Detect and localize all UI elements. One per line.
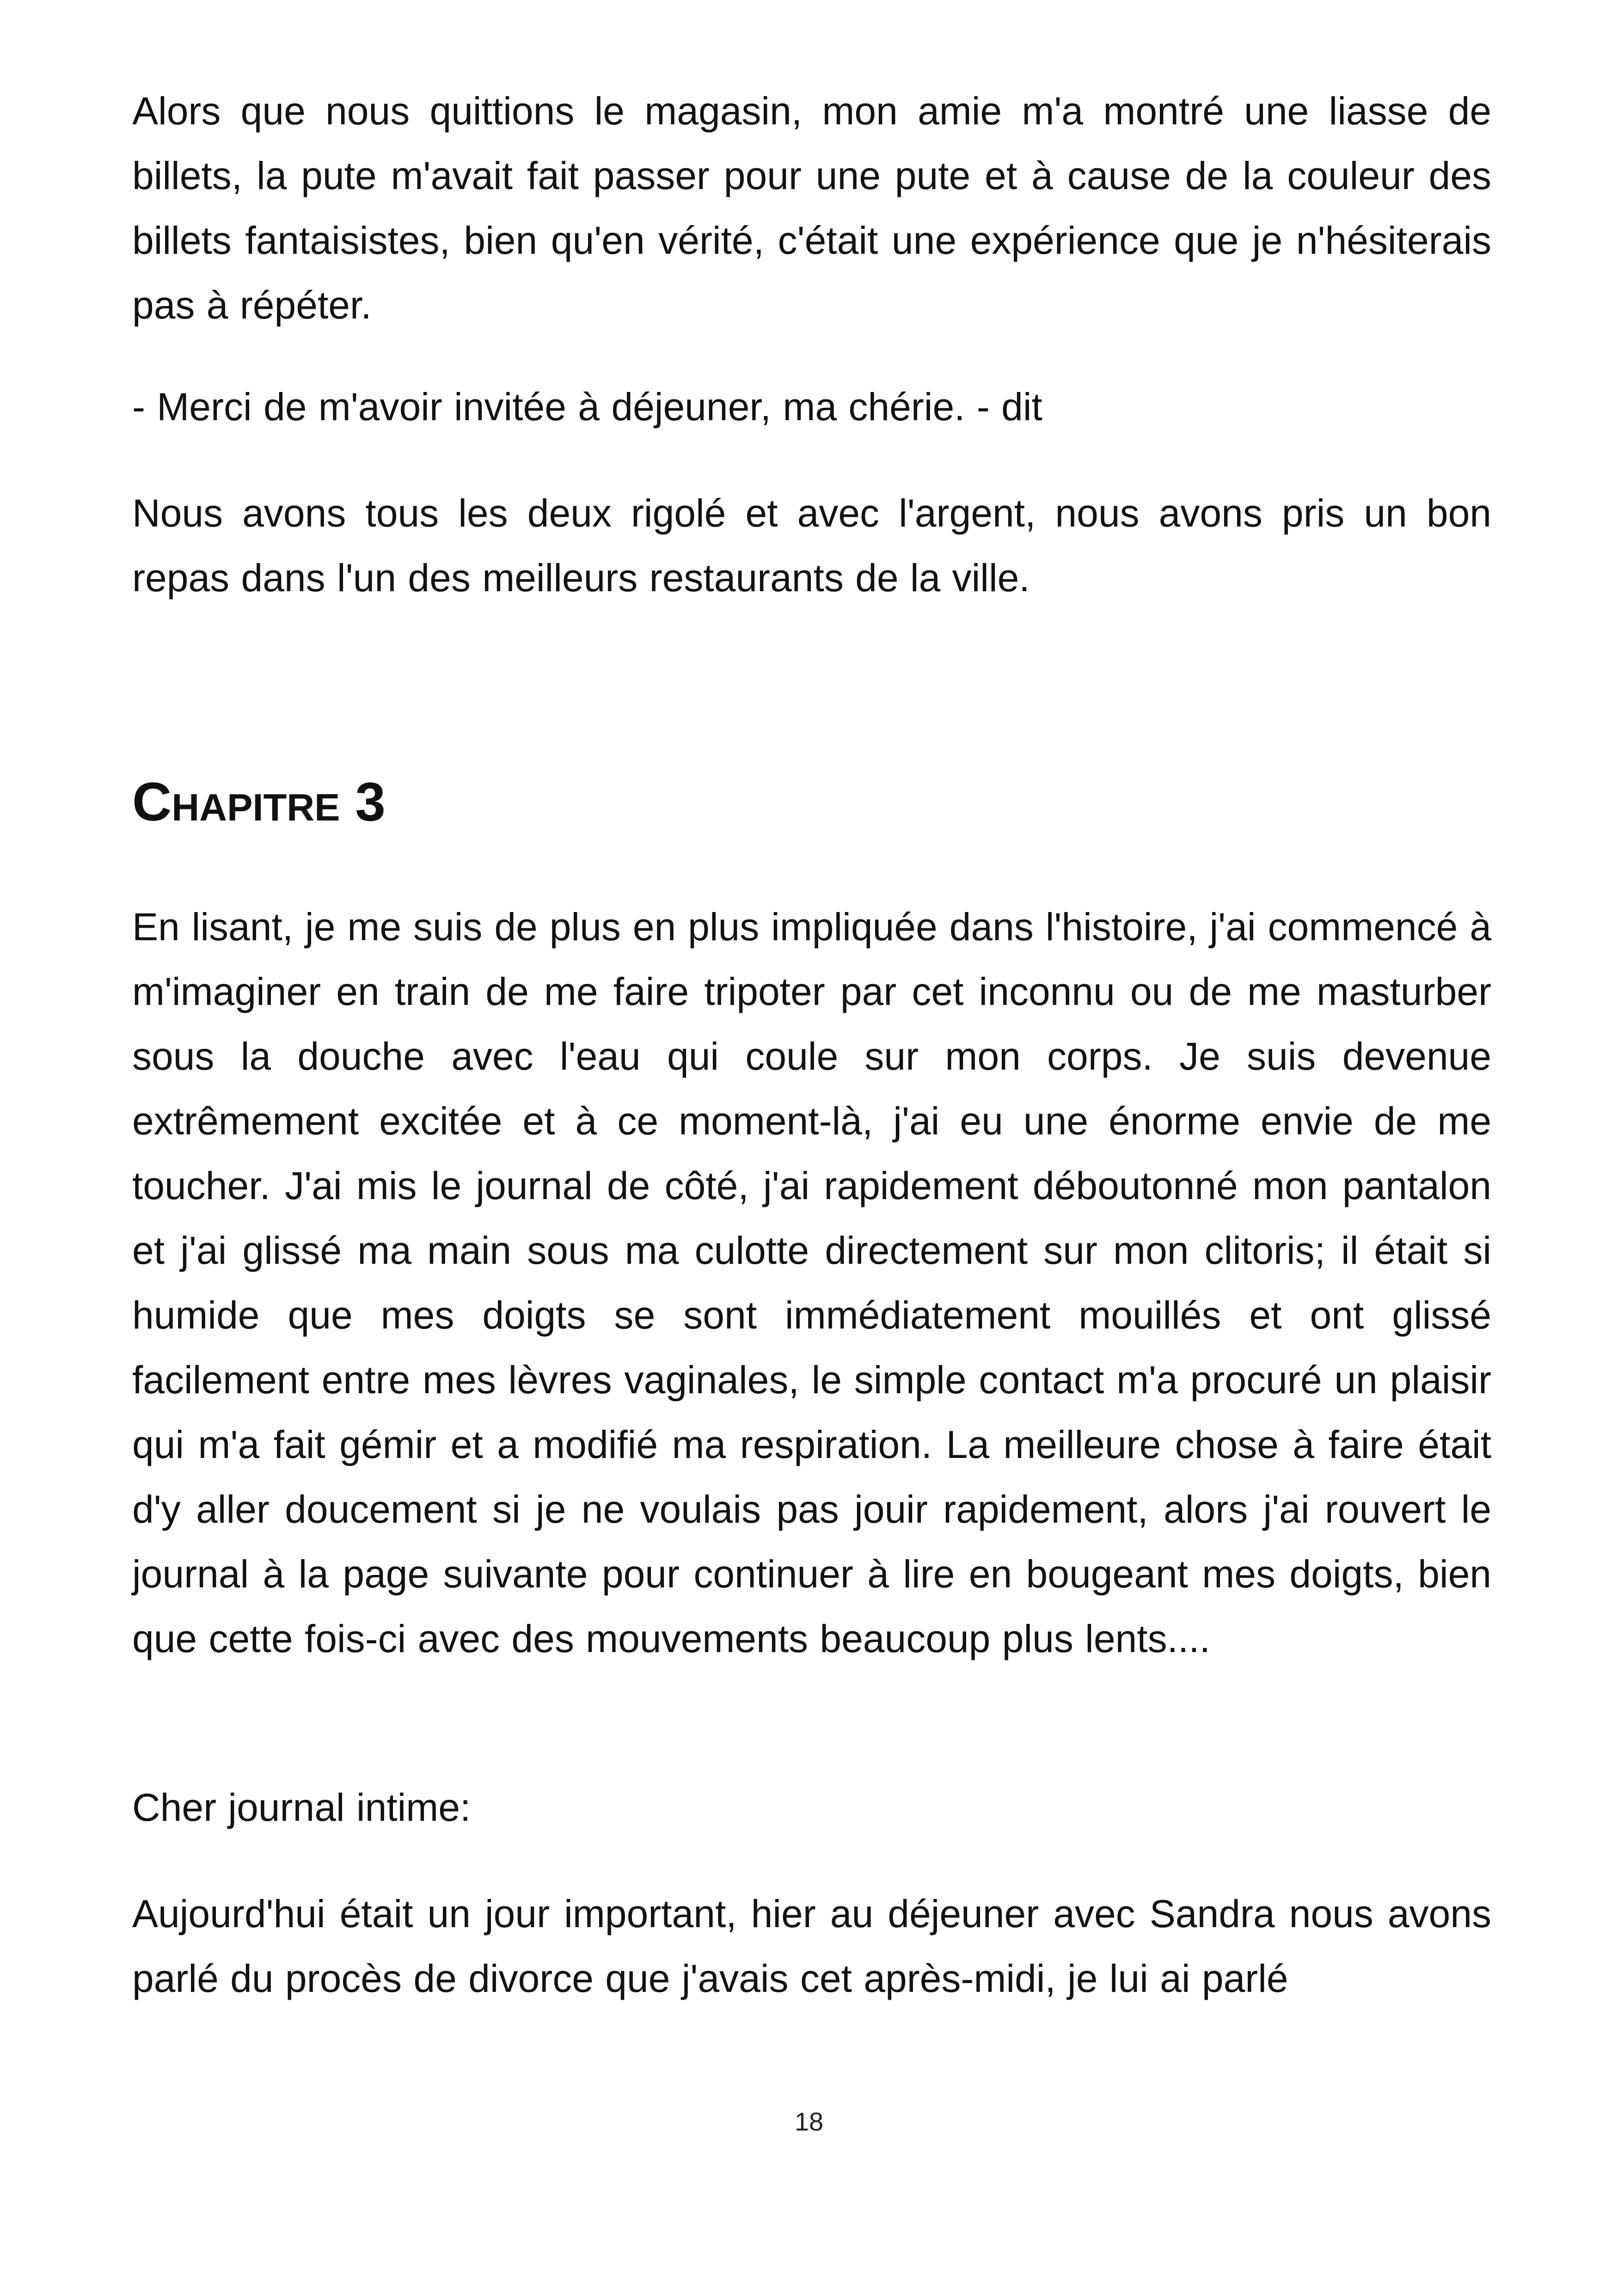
paragraph-restaurant: Nous avons tous les deux rigolé et avec l'argent, nous avons pris un bon repas dans l'un des meilleurs restaurants de la ville.: [132, 491, 1491, 600]
chapter-heading: Chapitre 3: [132, 771, 386, 833]
paragraph-dialogue-thanks: - Merci de m'avoir invitée à déjeuner, ma chérie. - dit: [132, 385, 1042, 429]
paragraph-leaving-store: Alors que nous quittions le magasin, mon amie m'a montré une liasse de billets, la pute m'avait fait passer pour une pute et à cause de la couleur des billets fantaisistes, bien qu'en vérité, c'était une expérience que je n'hésiterais pas à répéter.: [132, 89, 1491, 327]
paragraph-reading-journal: En lisant, je me suis de plus en plus impliquée dans l'histoire, j'ai commencé à m'imaginer en train de me faire tripoter par cet inconnu ou de me masturber sous la douche avec l'eau qui coule sur mon corps. Je suis devenue extrêmement excitée et à ce moment-là, j'ai eu une énorme envie de me toucher. J'ai mis le journal de côté, j'ai rapidement déboutonné mon pantalon et j'ai glissé ma main sous ma culotte directement sur mon clitoris; il était si humide que mes doigts se sont immédiatement mouillés et ont glissé facilement entre mes lèvres vaginales, le simple contact m'a procuré un plaisir qui m'a fait gémir et a modifié ma respiration. La meilleure chose à faire était d'y aller doucement si je ne voulais pas jouir rapidement, alors j'ai rouvert le journal à la page suivante pour continuer à lire en bougeant mes doigts, bien que cette fois-ci avec des mouvements beaucoup plus lents....: [132, 905, 1491, 1660]
paragraph-journal-entry: Aujourd'hui était un jour important, hier au déjeuner avec Sandra nous avons parlé du procès de divorce que j'avais cet après-midi, je lui ai parlé: [132, 1892, 1491, 2000]
page-number: 18: [794, 2107, 824, 2136]
paragraph-journal-salutation: Cher journal intime:: [132, 1786, 471, 1829]
